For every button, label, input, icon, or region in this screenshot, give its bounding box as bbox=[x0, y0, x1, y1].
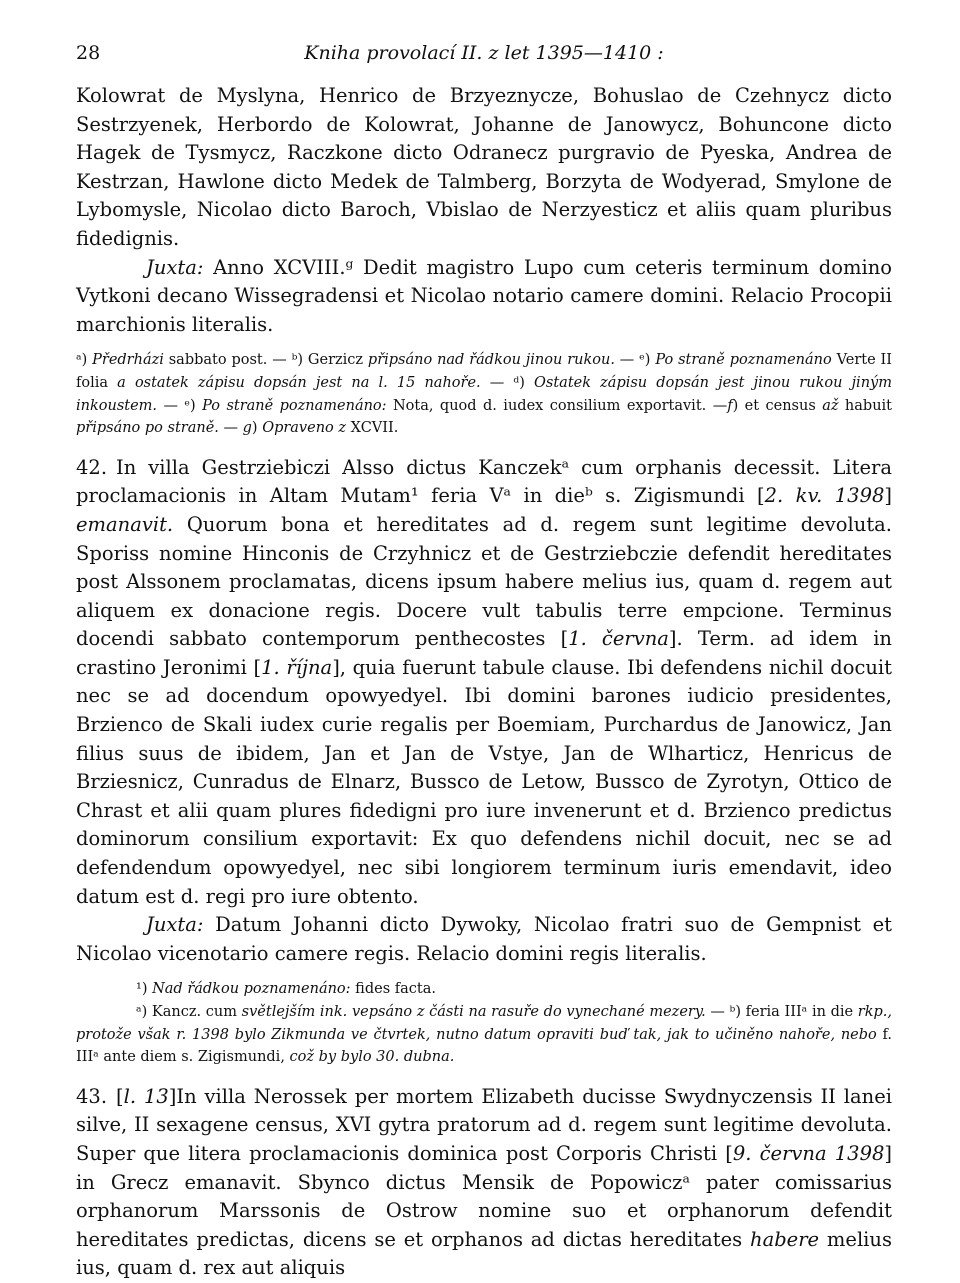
text-segment: Verte II folia bbox=[76, 352, 892, 391]
italic-segment: připsáno nad řádkou jinou rukou. bbox=[367, 352, 615, 369]
entry-42 bbox=[76, 454, 892, 912]
text-segment: — ᵈ) bbox=[480, 374, 535, 391]
text-segment: ) et census bbox=[732, 397, 823, 414]
italic-segment: 2. kv. 1398 bbox=[764, 484, 885, 508]
juxta-text: Datum Johanni dicto Dywoky, Nicolao fratri suo de Gempnist et Nicolao vicenotario camere regis. Relacio domini regis literalis. bbox=[76, 913, 892, 965]
text-segment: [ bbox=[116, 1084, 124, 1108]
text-segment: In villa Gestrziebiczi Alsso dictus Kanczekᵃ cum orphanis decessit. Litera proclamacionis in Altam Mutam¹ feria Vᵃ in dieᵇ s. Zigismundi [ bbox=[76, 455, 892, 508]
text-segment: ] bbox=[884, 484, 892, 508]
text-segment: ], quia fuerunt tabule clause. Ibi defendens nichil docuit nec se ad docendum opowyedyel. Ibi domini barones iudicio presidentes, Brzienco de Skali iudex curie regalis per Boemiam, Purchardus de Janowicz, Jan filius suus de ibidem, Jan et Jan de Vstye, Jan de Wlharticz, Henricus de Brziesnicz, Cunradus de Elnarz, Bussco de Letow, Bussco de Zyrotyn, Ottico de Chrast et alii quam plures fidedigni pro iure invenerunt et d. Brzienco predictus dominorum consilium exportavit: Ex quo defendens nichil docuit, nec se ad defendendum opowyedyel, nec sibi longiorem terminum iuris emendavit, ideo datum est d. regi pro iure obtento. bbox=[76, 655, 893, 908]
text-segment: melius ius, quam d. rex aut aliquis bbox=[76, 1227, 892, 1280]
italic-segment: a ostatek zápisu dopsán jest na l. 15 nahoře. bbox=[117, 374, 481, 391]
text-segment: XCVII. bbox=[346, 420, 399, 437]
page-header bbox=[76, 42, 892, 82]
juxta-text: Anno XCVIII.ᵍ Dedit magistro Lupo cum ceteris terminum domino Vytkoni decano Wissegradensi et Nicolao notario camere domini. Relacio Procopii marchionis literalis. bbox=[76, 255, 892, 336]
italic-segment: l. 13 bbox=[123, 1084, 169, 1108]
running-title: Kniha provolací II. z let 1395—1410 : bbox=[304, 42, 664, 64]
juxta-label: Juxta: bbox=[146, 913, 204, 937]
text-segment: ]. Term. ad idem in crastino Jeronimi [ bbox=[76, 627, 892, 679]
page-number: 28 bbox=[76, 42, 101, 64]
paragraph-juxta-2 bbox=[76, 911, 892, 968]
italic-segment: 1. června bbox=[568, 627, 669, 651]
italic-segment: Ostatek zápisu dopsán jest jinou rukou jiným inkoustem. bbox=[76, 374, 892, 414]
italic-segment: habere bbox=[750, 1227, 820, 1251]
italic-segment: světlejším ink. vepsáno z části na rasuře do vynechané mezery. bbox=[241, 1004, 706, 1020]
juxta-label: Juxta: bbox=[146, 255, 204, 279]
entry-number: 43. bbox=[76, 1084, 108, 1108]
text-segment: sabbato post. — ᵇ) Gerzicz bbox=[163, 352, 368, 369]
text-segment: — ᵉ) bbox=[614, 352, 656, 369]
italic-segment: Nad řádkou poznamenáno: bbox=[152, 981, 351, 998]
italic-segment: Předrházi bbox=[92, 352, 164, 369]
entry-text bbox=[76, 1085, 892, 1280]
footnote-line bbox=[76, 978, 892, 1001]
paragraph-juxta-1 bbox=[76, 254, 892, 340]
italic-segment: což by bylo 30. dubna. bbox=[289, 1049, 455, 1066]
italic-segment: Po straně poznamenáno bbox=[655, 352, 832, 369]
text-segment: ᵃ) bbox=[76, 352, 93, 369]
footnote-block bbox=[76, 349, 892, 439]
footnotes-2 bbox=[76, 978, 892, 1068]
italic-segment: 9. června 1398 bbox=[732, 1141, 885, 1165]
entry-43 bbox=[76, 1083, 892, 1283]
text-segment: habuit bbox=[838, 397, 892, 414]
text-segment: fides facta. bbox=[350, 981, 436, 998]
italic-segment: f bbox=[727, 397, 733, 414]
italic-segment: rkp., protože však r. 1398 bylo Zikmunda ve čtvrtek, nutno datum opraviti buď tak, jak to učiněno nahoře, nebo bbox=[76, 1004, 892, 1043]
text-segment: — ᵉ) bbox=[157, 397, 203, 414]
text-segment: ᵃ) Kancz. cum bbox=[136, 1004, 242, 1020]
text-segment: ¹) bbox=[136, 981, 153, 998]
document-page bbox=[76, 42, 892, 1283]
text-segment: ]In villa Nerossek per mortem Elizabeth ducisse Swydnyczensis II lanei silve, II sexagene census, XVI gytra pratorum ad d. regem sunt legitime devoluta. Super que litera proclamacionis dominica post Corporis Christi [ bbox=[76, 1084, 892, 1165]
text-segment: ) bbox=[251, 420, 263, 437]
italic-segment: až bbox=[822, 397, 839, 414]
italic-segment: emanavit. bbox=[76, 512, 174, 536]
paragraph-witness-list: Kolowrat de Myslyna, Henrico de Brzyeznycze, Bohuslao de Czehnycz dicto Sestrzyenek, Herbordo de Kolowrat, Johanne de Janowycz, Bohuncone dicto Hagek de Tysmycz, Raczkone dicto Odranecz purgravio de Pyeska, Andrea de Kestrzan, Hawlone dicto Medek de Talmberg, Borzyta de Wodyerad, Smylone de Lybomysle, Nicolao dicto Baroch, Vbislao de Nerzyesticz et aliis quam pluribus fidedignis. bbox=[76, 84, 892, 250]
italic-segment: připsáno po straně. bbox=[76, 420, 219, 437]
text-segment: ] in Grecz emanavit. Sbynco dictus Mensik de Popowiczᵃ pater comissarius orphanorum Marssonis de Ostrow nomine suo et orphanorum defendit hereditates predictas, dicens se et orphanos ad dictas hereditates bbox=[76, 1141, 892, 1251]
entry-number: 42. bbox=[76, 455, 108, 479]
text-segment: f. IIIᵃ ante diem s. Zigismundi, bbox=[76, 1026, 892, 1066]
text-segment: — bbox=[218, 420, 243, 437]
text-segment: — ᵇ) feria IIIᵃ in die bbox=[705, 1004, 858, 1020]
text-segment: Quorum bona et hereditates ad d. regem sunt legitime devoluta. Sporiss nomine Hinconis de Crzyhnicz et de Gestrziebczie defendit hereditates post Alssonem proclamatas, dicens ipsum habere melius ius, quam d. regem aut aliquem ex donacione regis. Docere vult tabulis terre empcione. Terminus docendi sabbato contemporum penthecostes [ bbox=[76, 512, 892, 651]
text-segment: Nota, quod d. iudex consilium exportavit. — bbox=[386, 397, 728, 414]
italic-segment: 1. října bbox=[261, 655, 333, 679]
footnote-line bbox=[76, 1001, 892, 1069]
footnotes-1 bbox=[76, 349, 892, 439]
entry-text bbox=[76, 456, 892, 908]
italic-segment: g bbox=[242, 420, 252, 437]
italic-segment: Opraveno z bbox=[262, 420, 347, 437]
italic-segment: Po straně poznamenáno: bbox=[202, 397, 387, 414]
